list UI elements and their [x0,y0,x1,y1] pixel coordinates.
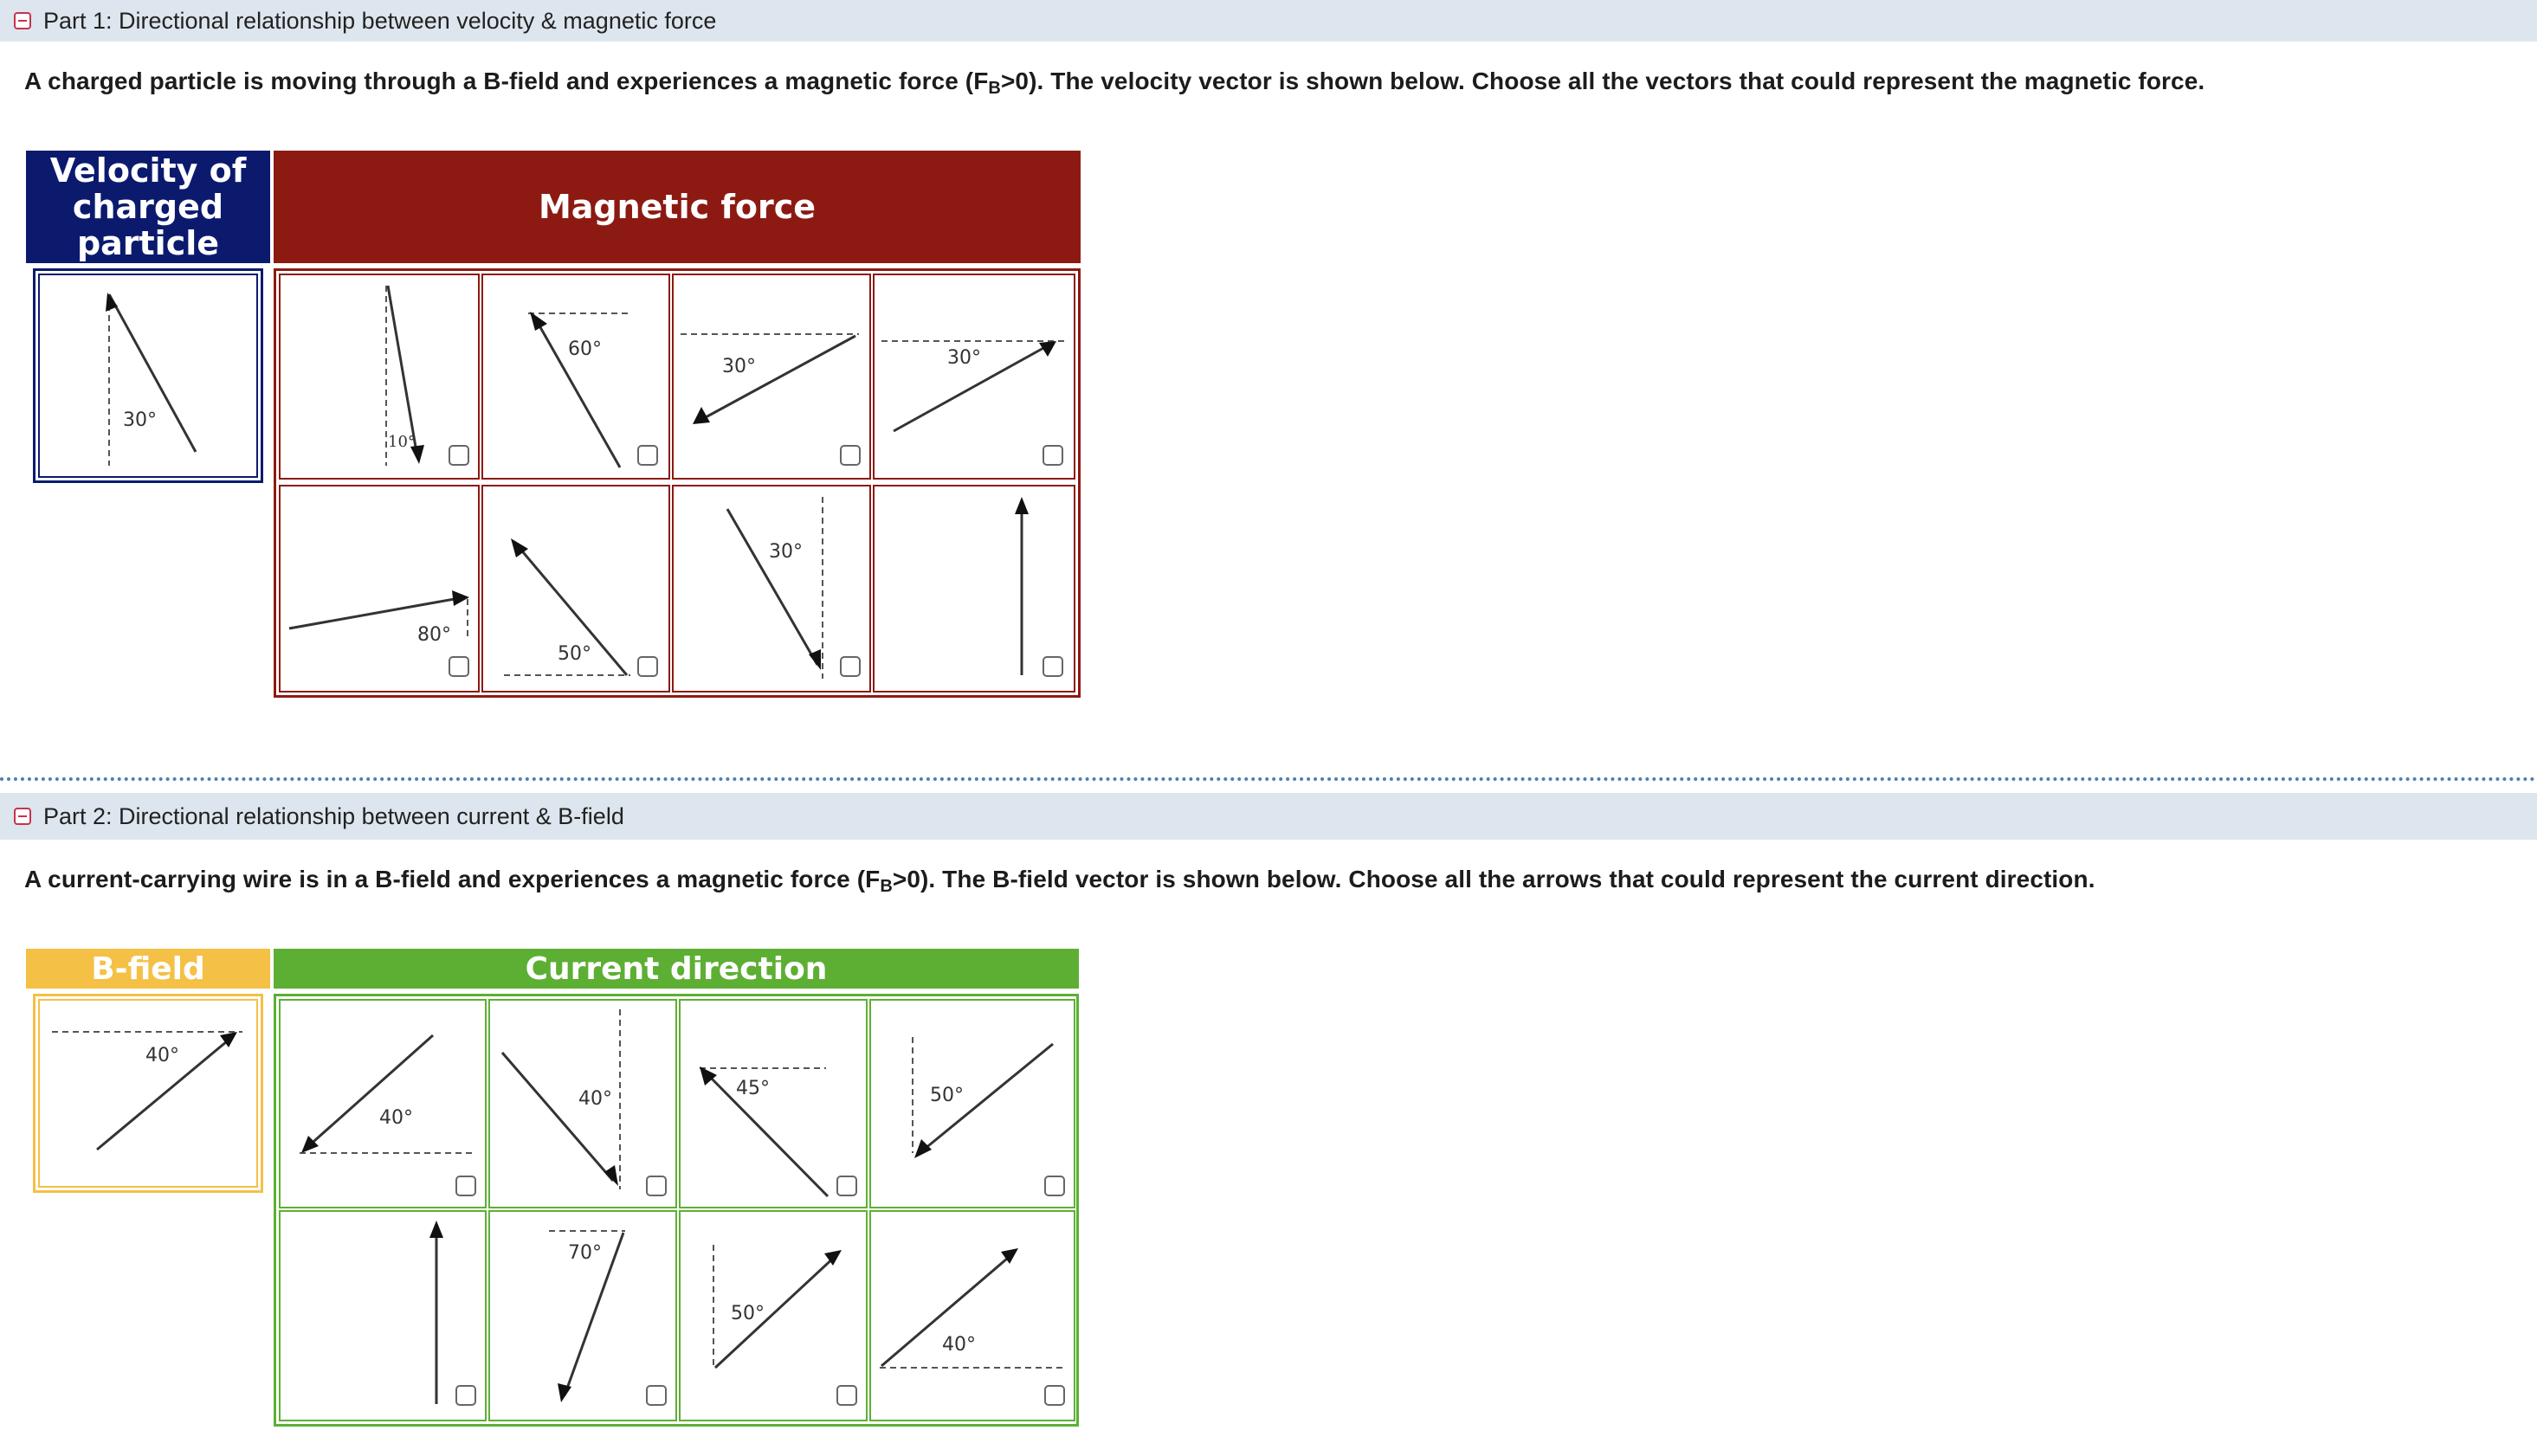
option-angle-label: 70° [568,1242,602,1264]
option-angle-label: 50° [558,643,591,665]
option-checkbox[interactable] [836,1385,857,1406]
option-checkbox[interactable] [449,445,469,466]
section-divider [0,777,2537,781]
part1-options-header: Magnetic force [274,151,1081,263]
option-checkbox[interactable] [1043,656,1063,677]
part2-collapse-icon[interactable] [14,808,31,825]
option-checkbox[interactable] [840,445,861,466]
part2-option-5[interactable] [279,1210,487,1421]
option-checkbox[interactable] [836,1176,857,1196]
option-angle-label: 40° [942,1334,976,1356]
part1-title: Part 1: Directional relationship between velocity & magnetic force [43,7,717,34]
part2-option-4[interactable] [869,999,1075,1208]
part1-option-8[interactable] [873,485,1075,693]
option-checkbox[interactable] [449,656,469,677]
part2-given-header: B-field [26,949,270,989]
part1-option-3[interactable] [672,274,871,480]
option-checkbox[interactable] [1043,445,1063,466]
part2-prompt: A current-carrying wire is in a B-field and experiences a magnetic force $(F_B>0)$. The B-field vector is shown below. Choose all the arrows that could represent the current direction. [24,866,2095,896]
option-angle-label: 30° [722,356,756,377]
option-angle-label: 30° [947,347,981,369]
option-checkbox[interactable] [646,1385,667,1406]
option-angle-label: 10° [388,433,416,451]
velocity-angle-label: 30° [123,409,157,431]
part1-option-2[interactable] [481,274,670,480]
part2-options-header: Current direction [274,949,1079,989]
option-checkbox[interactable] [646,1176,667,1196]
option-angle-label: 50° [731,1303,765,1324]
part2-option-6[interactable] [488,1210,677,1421]
option-checkbox[interactable] [1044,1385,1065,1406]
bfield-angle-label: 40° [145,1045,179,1066]
part2-option-1[interactable] [279,999,487,1208]
part2-option-3[interactable] [679,999,868,1208]
part2-title: Part 2: Directional relationship between current & B-field [43,802,624,829]
option-checkbox[interactable] [455,1176,476,1196]
part1-option-7[interactable] [672,485,871,693]
bfield-vector-diagram [40,1001,260,1189]
option-angle-label: 80° [417,624,451,646]
part2-option-8[interactable] [869,1210,1075,1421]
part1-prompt: A charged particle is moving through a B-field and experiences a magnetic force $(F_B>0)$. The velocity vector is shown below. Choose all the vectors that could represent the magnetic force. [24,68,2205,98]
part1-collapse-icon[interactable] [14,12,31,29]
part2-given-cell [38,999,258,1188]
part1-header-bar [0,0,2537,42]
velocity-vector-diagram [40,275,260,480]
part1-option-5[interactable] [279,485,480,693]
option-angle-label: 45° [736,1078,770,1099]
option-angle-label: 60° [568,338,602,360]
part1-option-6[interactable] [481,485,670,693]
part1-option-1[interactable] [279,274,480,480]
option-angle-label: 50° [930,1085,964,1106]
option-angle-label: 40° [578,1088,612,1110]
part1-option-4[interactable] [873,274,1075,480]
part1-given-cell [38,274,258,478]
option-checkbox[interactable] [637,656,658,677]
option-angle-label: 30° [769,541,803,563]
part2-header-bar [0,793,2537,840]
option-checkbox[interactable] [455,1385,476,1406]
option-checkbox[interactable] [637,445,658,466]
part2-option-7[interactable] [679,1210,868,1421]
option-angle-label: 40° [379,1107,413,1129]
part1-given-header: Velocity of charged particle [26,151,270,263]
option-checkbox[interactable] [840,656,861,677]
part2-option-2[interactable] [488,999,677,1208]
option-checkbox[interactable] [1044,1176,1065,1196]
